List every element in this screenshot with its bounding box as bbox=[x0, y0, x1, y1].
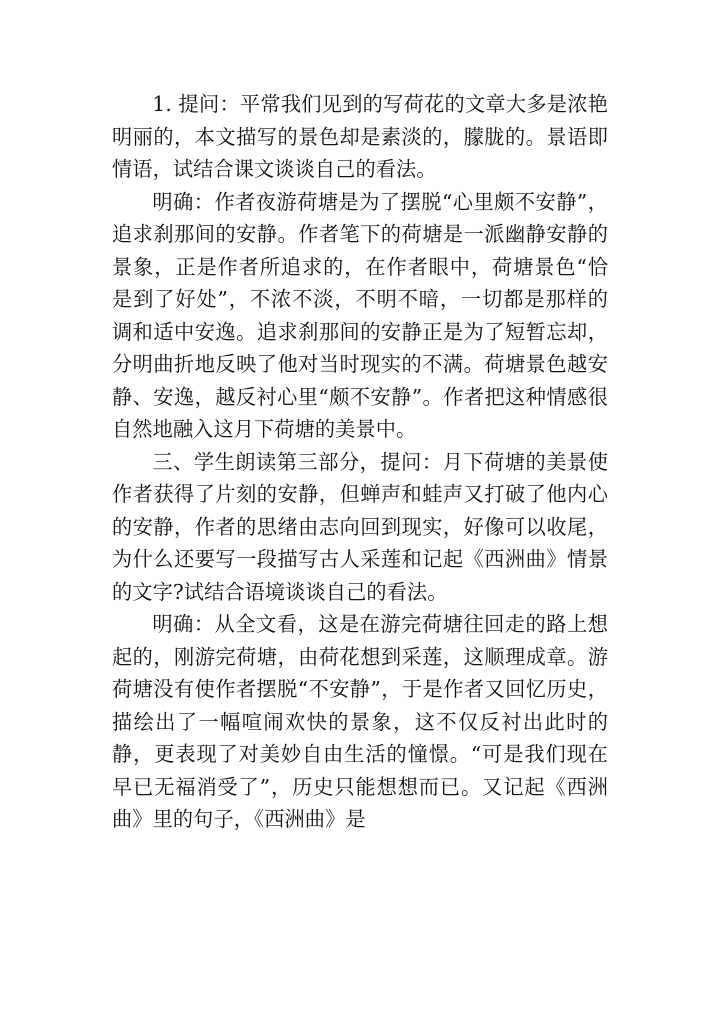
paragraph-answer-3: 明确：从全文看，这是在游完荷塘往回走的路上想起的，刚游完荷塘，由荷花想到采莲，这顺理成章。游荷塘没有使作者摆脱“不安静”，于是作者又回忆历史，描绘出了一幅喧闹欢快的景象，这不仅反衬出此时的静，更表现了对美妙自由生活的憧憬。“可是我们现在早已无福消受了”，历史只能想想而已。又记起《西洲曲》里的句子，《西洲曲》是 bbox=[112, 612, 608, 831]
paragraph-question-1: 1. 提问：平常我们见到的写荷花的文章大多是浓艳明丽的，本文描写的景色却是素淡的，朦胧的。景语即情语，试结合课文谈谈自己的看法。 bbox=[112, 92, 608, 181]
paragraph-question-3: 三、学生朗读第三部分，提问：月下荷塘的美景使作者获得了片刻的安静，但蝉声和蛙声又打破了他内心的安静，作者的思绪由志向回到现实，好像可以收尾，为什么还要写一段描写古人采莲和记起《西洲曲》情景的文字?试结合语境谈谈自己的看法。 bbox=[112, 449, 608, 604]
paragraph-answer-1: 明确：作者夜游荷塘是为了摆脱“心里颇不安静”，追求刹那间的安静。作者笔下的荷塘是一派幽静安静的景象，正是作者所追求的，在作者眼中，荷塘景色“恰是到了好处”，不浓不淡，不明不暗，一切都是那样的调和适中安逸。追求刹那间的安静正是为了短暂忘却，分明曲折地反映了他对当时现实的不满。荷塘景色越安静、安逸，越反衬心里“颇不安静”。作者把这种情感很自然地融入这月下荷塘的美景中。 bbox=[112, 189, 608, 441]
